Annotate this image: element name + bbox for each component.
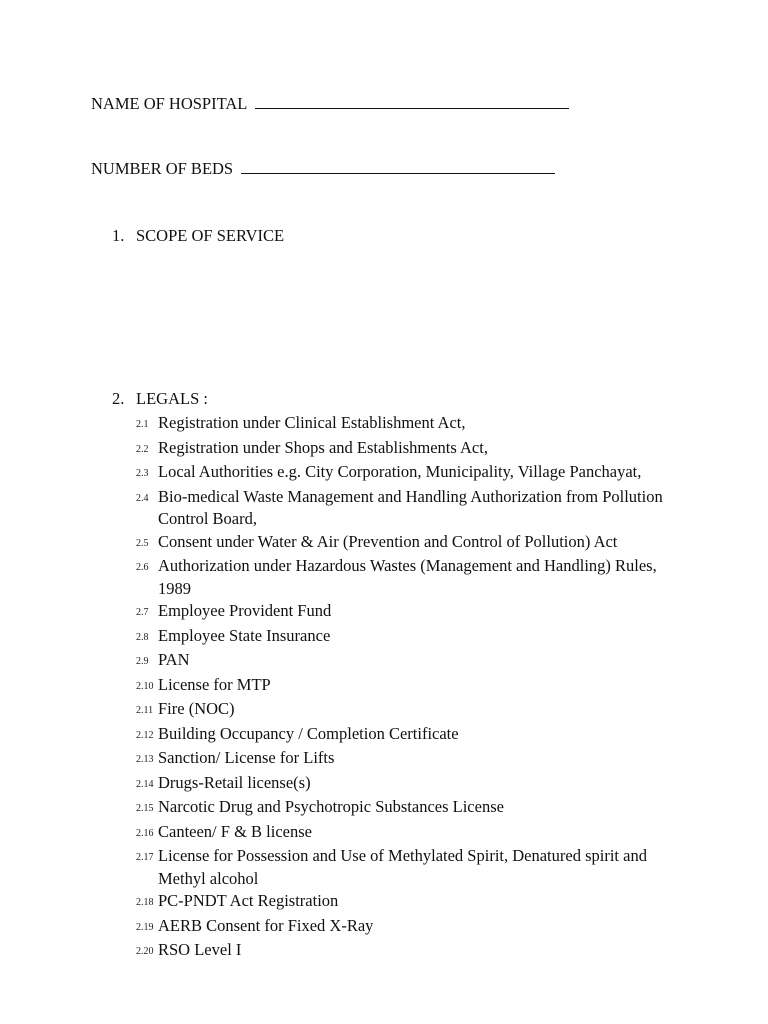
hospital-name-blank bbox=[255, 94, 569, 109]
legal-item bbox=[130, 698, 690, 723]
legal-item-text: Building Occupancy / Completion Certificate bbox=[158, 723, 459, 743]
legal-item-text: Canteen/ F & B license bbox=[158, 821, 312, 841]
legal-item-text: Sanction/ License for Lifts bbox=[158, 748, 335, 767]
legal-item-number: 2.2 bbox=[136, 443, 149, 455]
section-number: 1. bbox=[112, 226, 125, 245]
legal-item-text: PC-PNDT Act Registration bbox=[158, 891, 339, 910]
legal-item-number: 2.12 bbox=[136, 729, 154, 741]
legal-item-number: 2.7 bbox=[136, 607, 149, 618]
section-title: LEGALS : bbox=[136, 389, 208, 408]
legal-item bbox=[130, 437, 690, 462]
legal-item-text: Bio-medical Waste Management and Handling Authorization from Pollution Control Board, bbox=[158, 486, 663, 528]
legal-item bbox=[130, 821, 690, 846]
legal-item bbox=[130, 531, 690, 556]
legal-item-number: 2.15 bbox=[136, 803, 154, 814]
legal-item-number: 2.11 bbox=[136, 705, 154, 716]
legal-item-number: 2.17 bbox=[136, 852, 154, 863]
section-scope-of-service bbox=[112, 226, 284, 246]
legal-item bbox=[130, 486, 690, 531]
hospital-name-label: NAME OF HOSPITAL bbox=[91, 94, 247, 113]
number-of-beds-field bbox=[91, 159, 555, 179]
legal-item-text: License for MTP bbox=[158, 674, 271, 694]
legal-item bbox=[130, 845, 690, 890]
legal-item-number: 2.18 bbox=[136, 897, 154, 908]
legal-item bbox=[130, 600, 690, 625]
legal-item-number: 2.5 bbox=[136, 537, 149, 549]
number-of-beds-label: NUMBER OF BEDS bbox=[91, 159, 234, 178]
legal-item-text: Registration under Clinical Establishment Act, bbox=[158, 413, 466, 432]
legal-item-text: AERB Consent for Fixed X-Ray bbox=[158, 915, 374, 935]
legal-item bbox=[130, 649, 690, 674]
legal-item bbox=[130, 747, 690, 772]
legal-item-text: Narcotic Drug and Psychotropic Substances License bbox=[158, 797, 504, 816]
legal-item-number: 2.1 bbox=[136, 419, 149, 430]
section-legals bbox=[112, 389, 208, 409]
legal-item-text: Consent under Water & Air (Prevention and Control of Pollution) Act bbox=[158, 531, 618, 551]
legal-item bbox=[130, 796, 690, 821]
legal-item-number: 2.6 bbox=[136, 562, 149, 573]
legal-item-text: Local Authorities e.g. City Corporation, Municipality, Village Panchayat, bbox=[158, 462, 642, 481]
hospital-name-field bbox=[91, 94, 569, 114]
legal-item-text: Registration under Shops and Establishments Act, bbox=[158, 437, 488, 457]
legal-item-text: License for Possession and Use of Methylated Spirit, Denatured spirit and Methyl alcohol bbox=[158, 846, 647, 888]
legal-item bbox=[130, 625, 690, 650]
legal-item bbox=[130, 674, 690, 699]
legal-item-number: 2.14 bbox=[136, 778, 154, 790]
legal-item-number: 2.9 bbox=[136, 656, 149, 667]
legal-item-number: 2.19 bbox=[136, 921, 154, 933]
legal-item-number: 2.4 bbox=[136, 492, 149, 504]
legal-item bbox=[130, 412, 690, 437]
legal-item-text: Authorization under Hazardous Wastes (Management and Handling) Rules, 1989 bbox=[158, 556, 657, 598]
number-of-beds-blank bbox=[241, 159, 555, 174]
legal-item-text: RSO Level I bbox=[158, 940, 242, 959]
legal-item-text: PAN bbox=[158, 650, 190, 669]
section-title: SCOPE OF SERVICE bbox=[136, 226, 285, 245]
legal-item-number: 2.8 bbox=[136, 631, 149, 643]
legal-item-text: Employee State Insurance bbox=[158, 625, 331, 645]
legal-item-number: 2.10 bbox=[136, 680, 154, 692]
legal-item-number: 2.13 bbox=[136, 754, 154, 765]
legal-item-number: 2.16 bbox=[136, 827, 154, 839]
legal-requirements-list bbox=[130, 412, 690, 964]
legal-item bbox=[130, 939, 690, 964]
legal-item bbox=[130, 723, 690, 748]
legal-item-text: Employee Provident Fund bbox=[158, 601, 332, 620]
legal-item-text: Drugs-Retail license(s) bbox=[158, 772, 311, 792]
legal-item-number: 2.20 bbox=[136, 946, 154, 957]
legal-item bbox=[130, 915, 690, 940]
legal-item bbox=[130, 890, 690, 915]
section-number: 2. bbox=[112, 389, 125, 408]
legal-item bbox=[130, 772, 690, 797]
legal-item bbox=[130, 461, 690, 486]
legal-item-text: Fire (NOC) bbox=[158, 699, 235, 718]
legal-item bbox=[130, 555, 690, 600]
legal-item-number: 2.3 bbox=[136, 468, 149, 479]
